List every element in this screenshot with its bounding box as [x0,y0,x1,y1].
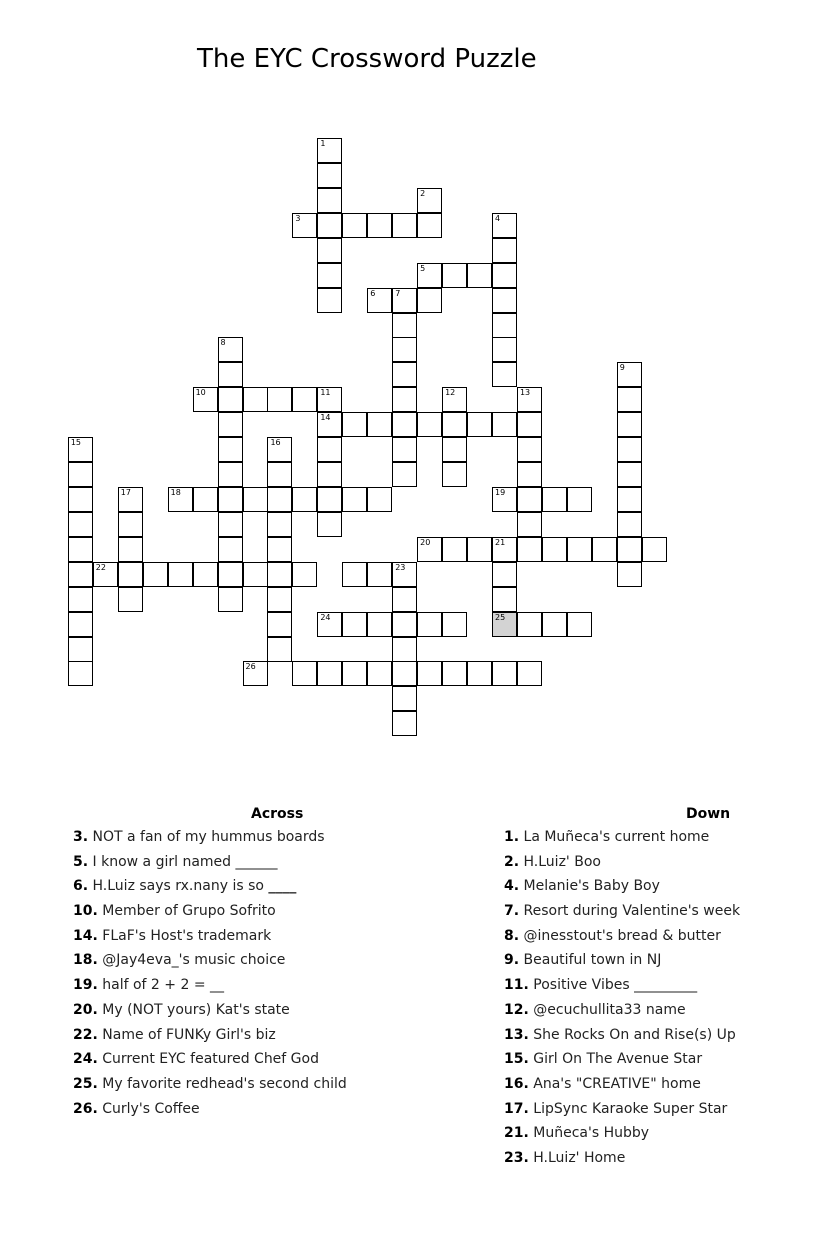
grid-cell[interactable] [267,387,292,412]
down-clue [504,1099,740,1124]
clue-label-number: 6. [73,878,89,895]
grid-cell[interactable] [392,686,417,711]
across-clue [73,876,347,901]
grid-cell[interactable] [292,487,317,512]
grid-cell[interactable] [442,661,467,686]
grid-cell[interactable] [317,263,342,288]
grid-cell[interactable] [492,213,517,238]
clue-number: 2 [420,188,426,198]
down-clue-list [504,827,740,1173]
grid-cell[interactable] [367,661,392,686]
clue-number: 21 [495,537,506,547]
grid-cell[interactable] [267,512,292,537]
grid-cell[interactable] [492,537,517,562]
clue-text: half of 2 + 2 = __ [102,977,225,994]
grid-cell[interactable] [392,637,417,662]
grid-cell[interactable] [267,637,292,662]
across-clue [73,1074,347,1099]
clue-text: My (NOT yours) Kat's state [102,1001,290,1018]
clue-label-number: 18. [73,952,98,969]
clue-label-number: 20. [73,1001,98,1018]
grid-cell[interactable] [392,462,417,487]
grid-cell[interactable] [617,412,642,437]
down-clue [504,1025,740,1050]
clue-text: Curly's Coffee [102,1100,200,1117]
clue-text: Member of Grupo Sofrito [102,903,276,920]
grid-cell[interactable] [467,263,492,288]
grid-cell[interactable] [118,512,143,537]
clue-number: 20 [420,537,431,547]
grid-cell[interactable] [392,213,417,238]
clue-label-number: 13. [504,1026,529,1043]
clue-text: Current EYC featured Chef God [102,1051,319,1068]
grid-cell[interactable] [218,387,243,412]
grid-cell[interactable] [492,587,517,612]
clue-number: 15 [70,438,82,448]
grid-cell[interactable] [218,362,243,387]
grid-cell[interactable] [342,562,367,587]
clue-number: 7 [395,288,401,298]
clue-number: 5 [420,263,426,273]
grid-cell[interactable] [392,587,417,612]
grid-cell[interactable] [567,537,592,562]
clue-label-number: 22. [73,1026,98,1043]
grid-cell[interactable] [392,612,417,637]
clue-number: 6 [370,288,376,298]
clue-number: 11 [320,388,331,398]
grid-cell[interactable] [218,462,243,487]
clue-text: H.Luiz' Boo [523,853,601,870]
clue-label-number: 2. [504,853,520,870]
grid-cell[interactable] [442,387,467,412]
grid-cell[interactable] [118,587,143,612]
grid-cell[interactable] [442,612,467,637]
clue-number: 12 [445,388,456,398]
grid-cell[interactable] [392,562,417,587]
grid-cell[interactable] [392,437,417,462]
grid-cell[interactable] [642,537,667,562]
clue-label-number: 3. [73,829,89,845]
grid-cell[interactable] [118,562,143,587]
clue-label-number: 17. [504,1100,529,1117]
clue-text: Beautiful town in NJ [523,952,662,969]
puzzle-title: The EYC Crossword Puzzle [197,44,537,74]
grid-cell[interactable] [417,213,442,238]
grid-cell[interactable] [267,587,292,612]
grid-cell[interactable] [292,387,317,412]
clue-label-number: 7. [504,903,520,920]
grid-cell[interactable] [392,337,417,362]
grid-cell[interactable] [193,562,218,587]
grid-cell[interactable] [367,412,392,437]
clue-number: 23 [395,562,406,572]
down-clue [504,827,740,852]
grid-cell[interactable] [442,263,467,288]
grid-cell[interactable] [317,487,342,512]
grid-cell[interactable] [567,612,592,637]
clue-text: I know a girl named ______ [92,853,278,870]
grid-cell[interactable] [118,487,143,512]
grid-cell[interactable] [317,188,342,213]
clue-label-number: 1. [504,829,520,845]
grid-cell[interactable] [218,512,243,537]
grid-cell[interactable] [68,537,93,562]
grid-cell[interactable] [267,437,292,462]
grid-cell[interactable] [517,487,542,512]
across-clue [73,1049,347,1074]
grid-cell[interactable] [68,512,93,537]
grid-cell[interactable] [542,487,567,512]
clue-text: My favorite redhead's second child [102,1075,347,1092]
grid-cell[interactable] [367,213,392,238]
clue-number: 17 [120,488,131,497]
grid-cell[interactable] [317,661,342,686]
grid-cell[interactable] [592,537,617,562]
grid-cell[interactable] [542,537,567,562]
grid-cell[interactable] [168,562,193,587]
grid-cell[interactable] [467,661,492,686]
grid-cell[interactable] [517,437,542,462]
down-heading: Down [686,806,731,822]
across-clue [73,901,347,926]
clue-label-number: 10. [73,903,98,920]
grid-cell[interactable] [617,537,642,562]
clue-label-number: 26. [73,1100,98,1117]
grid-cell[interactable] [442,412,467,437]
grid-cell[interactable] [492,337,517,362]
grid-cell[interactable] [243,487,268,512]
grid-cell[interactable] [392,288,417,313]
grid-cell[interactable] [68,462,93,487]
grid-cell[interactable] [317,138,342,163]
grid-cell[interactable] [317,462,342,487]
grid-cell[interactable] [617,512,642,537]
grid-cell[interactable] [68,487,93,512]
grid-cell[interactable] [492,238,517,263]
grid-cell[interactable] [617,487,642,512]
clue-text: @ecuchullita33 name [533,1001,686,1018]
grid-cell[interactable] [542,612,567,637]
clue-text: Name of FUNKy Girl's biz [102,1026,276,1043]
across-clue [73,1025,347,1050]
grid-cell[interactable] [417,188,442,213]
grid-cell[interactable] [218,487,243,512]
grid-cell[interactable] [442,437,467,462]
across-clue [73,926,347,951]
down-clue [504,950,740,975]
down-clue [504,1074,740,1099]
clue-number: 8 [220,338,226,348]
grid-cell[interactable] [218,437,243,462]
grid-cell[interactable] [317,412,342,437]
clue-label-number: 19. [73,977,98,994]
grid-cell[interactable] [317,238,342,263]
down-clue [504,1049,740,1074]
grid-cell[interactable] [492,487,517,512]
grid-cell[interactable] [492,412,517,437]
grid-cell[interactable] [267,612,292,637]
clue-text: FLaF's Host's trademark [102,927,272,944]
clue-text: La Muñeca's current home [523,829,710,845]
grid-cell[interactable] [567,487,592,512]
grid-cell[interactable] [317,612,342,637]
across-clue [73,1000,347,1025]
grid-cell[interactable] [492,661,517,686]
grid-cell[interactable] [68,587,93,612]
clue-label-number: 25. [73,1075,98,1092]
grid-cell[interactable] [467,412,492,437]
grid-cell[interactable] [342,213,367,238]
clue-number: 26 [245,662,256,672]
grid-cell[interactable] [417,412,442,437]
clue-number: 1 [320,139,326,149]
grid-cell[interactable] [492,562,517,587]
grid-cell[interactable] [617,462,642,487]
clue-number: 16 [270,438,281,448]
clue-text: Resort during Valentine's week [523,903,741,920]
clue-label-number: 24. [73,1051,98,1068]
clue-label-number: 14. [73,927,98,944]
grid-cell[interactable] [292,661,317,686]
clue-number: 9 [619,363,625,373]
grid-cell[interactable] [68,637,93,662]
clue-number: 24 [320,612,331,622]
grid-cell[interactable] [392,387,417,412]
grid-cell[interactable] [517,537,542,562]
grid-cell[interactable] [267,462,292,487]
grid-cell[interactable] [392,412,417,437]
clue-text: H.Luiz says rx.nany is so [92,878,269,895]
clue-number: 25 [495,612,506,622]
down-clue [504,876,740,901]
across-clue-list [73,827,347,1123]
clue-text: She Rocks On and Rise(s) Up [533,1026,736,1043]
down-clue [504,975,740,1000]
clue-label-number: 5. [73,853,89,870]
grid-cell[interactable] [517,462,542,487]
grid-cell[interactable] [317,387,342,412]
grid-cell[interactable] [417,537,442,562]
across-clue [73,975,347,1000]
grid-cell[interactable] [243,387,268,412]
grid-cell[interactable] [218,537,243,562]
grid-cell[interactable] [492,313,517,338]
grid-cell[interactable] [342,412,367,437]
grid-cell[interactable] [243,562,268,587]
grid-cell[interactable] [392,313,417,338]
grid-cell[interactable] [417,612,442,637]
clue-text: Ana's "CREATIVE" home [533,1075,701,1092]
grid-cell[interactable] [492,362,517,387]
grid-cell[interactable] [218,562,243,587]
grid-cell[interactable] [392,362,417,387]
grid-cell[interactable] [492,612,517,637]
clue-blank: ____ [268,878,297,895]
clue-number: 22 [95,562,106,572]
grid-cell[interactable] [93,562,118,587]
grid-cell[interactable] [367,487,392,512]
clue-number: 3 [295,213,301,223]
clue-text: @inesstout's bread & butter [523,927,721,944]
grid-cell[interactable] [617,387,642,412]
down-clue [504,1148,740,1173]
across-clue [73,950,347,975]
grid-cell[interactable] [442,462,467,487]
clue-text: Muñeca's Hubby [533,1125,650,1142]
grid-cell[interactable] [517,512,542,537]
grid-cell[interactable] [218,587,243,612]
grid-cell[interactable] [267,537,292,562]
clue-text: H.Luiz' Home [533,1149,626,1166]
clue-text: NOT a fan of my hummus boards [92,829,325,845]
clue-label-number: 8. [504,927,520,944]
clue-label-number: 16. [504,1075,529,1092]
grid-cell[interactable] [218,337,243,362]
grid-cell[interactable] [517,412,542,437]
clue-label-number: 4. [504,878,520,895]
grid-cell[interactable] [143,562,168,587]
grid-cell[interactable] [317,437,342,462]
grid-cell[interactable] [292,213,317,238]
clue-label-number: 23. [504,1149,529,1166]
clue-number: 4 [495,213,501,223]
grid-cell[interactable] [168,487,193,512]
grid-cell[interactable] [442,537,467,562]
clue-label-number: 9. [504,952,520,969]
grid-cell[interactable] [243,661,268,686]
clue-number: 13 [519,388,531,398]
grid-cell[interactable] [367,562,392,587]
grid-cell[interactable] [193,387,218,412]
grid-cell[interactable] [517,661,542,686]
grid-cell[interactable] [267,562,292,587]
clue-label-number: 12. [504,1001,529,1018]
grid-cell[interactable] [267,487,292,512]
grid-cell[interactable] [68,661,93,686]
down-clue [504,1123,740,1148]
grid-cell[interactable] [417,288,442,313]
grid-cell[interactable] [617,562,642,587]
grid-cell[interactable] [392,661,417,686]
down-clue [504,1000,740,1025]
grid-cell[interactable] [417,263,442,288]
grid-cell[interactable] [517,612,542,637]
clue-text: Melanie's Baby Boy [523,878,660,895]
across-clue [73,827,347,852]
grid-cell[interactable] [193,487,218,512]
grid-cell[interactable] [467,537,492,562]
grid-cell[interactable] [492,263,517,288]
grid-cell[interactable] [367,288,392,313]
down-clue [504,901,740,926]
across-clue [73,1099,347,1124]
clue-number: 19 [495,488,506,497]
clue-number: 14 [320,413,331,423]
grid-cell[interactable] [292,562,317,587]
clue-label-number: 15. [504,1051,529,1068]
grid-cell[interactable] [317,512,342,537]
clue-number: 10 [195,388,206,398]
across-clue [73,852,347,877]
clue-label-number: 11. [504,977,529,994]
grid-cell[interactable] [342,661,367,686]
clue-label-number: 21. [504,1125,529,1142]
grid-cell[interactable] [342,487,367,512]
grid-cell[interactable] [492,288,517,313]
grid-cell[interactable] [317,288,342,313]
grid-cell[interactable] [367,612,392,637]
across-heading: Across [251,806,304,822]
grid-cell[interactable] [218,412,243,437]
grid-cell[interactable] [68,437,93,462]
grid-cell[interactable] [317,213,342,238]
clue-text: Positive Vibes _________ [533,977,698,994]
grid-cell[interactable] [317,163,342,188]
down-clue [504,926,740,951]
clue-text: @Jay4eva_'s music choice [102,952,286,969]
grid-cell[interactable] [417,661,442,686]
down-clue [504,852,740,877]
grid-cell[interactable] [342,612,367,637]
clue-text: Girl On The Avenue Star [533,1051,703,1068]
grid-cell[interactable] [68,612,93,637]
clue-number: 18 [170,488,181,497]
grid-cell[interactable] [517,387,542,412]
grid-cell[interactable] [68,562,93,587]
grid-cell[interactable] [392,711,417,736]
grid-cell[interactable] [617,362,642,387]
clue-text: LipSync Karaoke Super Star [533,1100,728,1117]
grid-cell[interactable] [118,537,143,562]
grid-cell[interactable] [617,437,642,462]
